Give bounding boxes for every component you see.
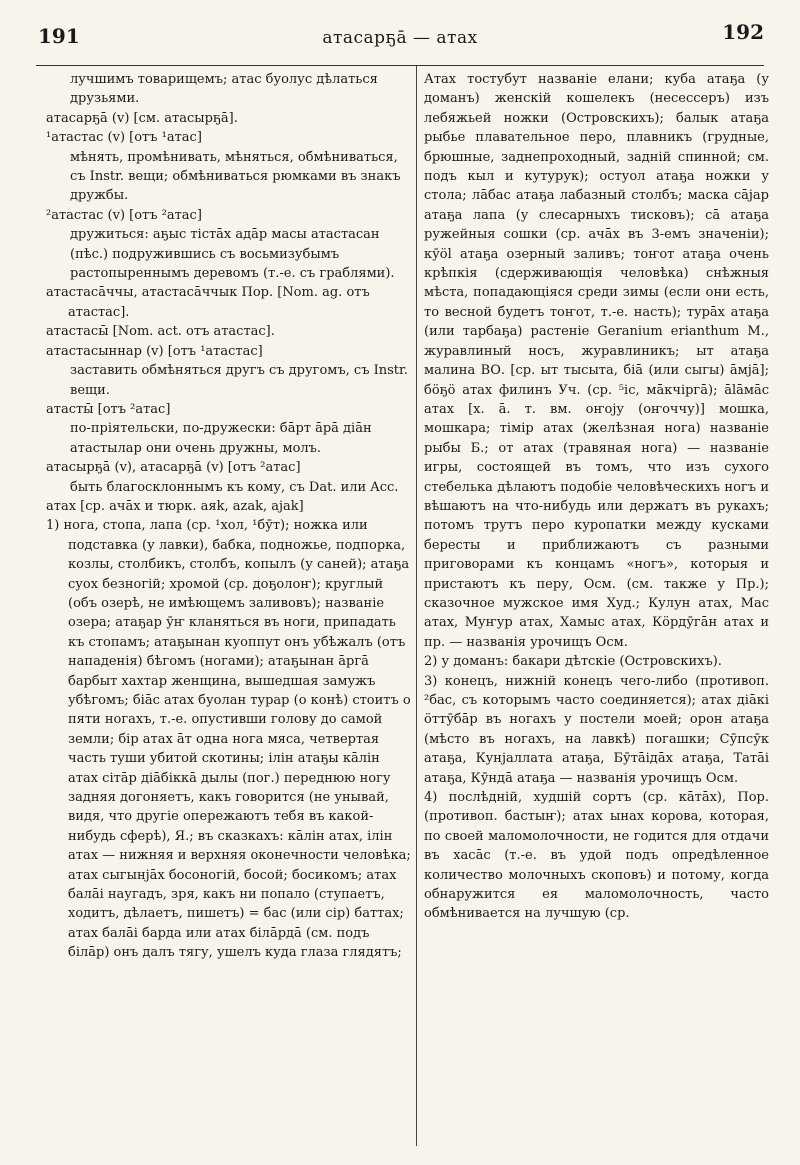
entry-headword: ²атастас (v) [отъ ²атас]	[46, 207, 202, 223]
entry-headword: атасарҕā (v) [см. атасырҕā].	[46, 110, 238, 126]
right-column	[424, 70, 769, 1155]
entry-sense: 2) у доманъ: бакари дѣтскiе (Островскихъ).	[424, 654, 722, 670]
entry-headword: атасты̄ [отъ ²атас]	[46, 401, 171, 417]
column-divider	[416, 66, 417, 1146]
entry-definition: мѣнять, промѣнивать, мѣняться, обмѣниваться, съ Instr. вещи; обмѣниваться рюмками въ знакъ дружбы.	[70, 149, 401, 204]
header-rule	[36, 65, 764, 66]
entry-headword: атастасы̄ [Nom. act. отъ атастас].	[46, 324, 275, 340]
entry-sense: 1) нога, стопа, лапа (ср. ¹хол, ¹бӯт); ножка или подставка (у лавки), бабка, подножье, подпорка, козлы, столбикъ, столбъ, копылъ (у саней); атаҕа суох безногiй; хромой (ср. доҕолоҥ); круглый (объ озерѣ, не имѣющемъ заливовъ); названiе озера; атаҕар ӯҥ кланяться въ ноги, припадать къ стопамъ; атаҕынан куоппут онъ убѣжалъ (отъ нападенiя) бѣгомъ (ногами); атаҕынан āргā барбыт хахтар женщина, вышедшая замужъ убѣгомъ; бiāс атах буолан турар (о конѣ) стоитъ о пяти ногахъ, т.-е. опустивши голову до самой земли; бiр атах āт одна нога мяса, четвертая часть туши убитой скотины; iлiн атаҕы кāлiн атах сiтāр дiāбiккā дылы (пог.) переднюю ногу задняя догоняетъ, какъ говорится (не унывай, видя, что другiе опережаютъ тебя въ какой-нибудь сферѣ), Я.; въ сказкахъ: кāлiн атах, iлiн атах — нижняя и верхняя оконечности человѣка; атах сыгынjāх босоногiй, босой; босикомъ; атах балāi наугадъ, зря, какъ ни попало (ступаетъ, ходитъ, дѣлаетъ, пишетъ) = бас (или сiр) баттах; атах балāi барда или атах бiлāрдā (см. подъ бiлāр) онъ далъ тягу, ушелъ куда глаза глядятъ;	[46, 518, 411, 961]
entry-continuation: лучшимъ товарищемъ; атас буолус дѣлаться друзьями.	[70, 72, 378, 107]
entry-headword: атастасыннар (v) [отъ ¹атастас]	[46, 343, 263, 359]
entry-definition: заставить обмѣняться другъ съ другомъ, съ Instr. вещи.	[70, 363, 408, 398]
entry-definition: быть благосклоннымъ къ кому, съ Dat. или Acc.	[70, 479, 399, 495]
entry-sense: 4) послѣднiй, худшiй сортъ (ср. кāтāх), Пор. (противоп. бастыҥ); атах ынах корова, которая, по своей маломолочности, не годится для отдачи въ хасāс (т.-е. въ удой подъ опредѣленное количество молочныхъ скоповъ) и потому, когда обнаружится ея маломолочность, часто обмѣнивается на лучшую (ср.	[424, 790, 769, 922]
entry-sense: 3) конецъ, нижнiй конецъ чего-либо (противоп. ²бас, съ которымъ часто соединяется); атах дiāкi öттӯбāр въ ногахъ у постели моей; орон атаҕа (мѣсто въ ногахъ, на лавкѣ) погашки; Сӯпсӯк атаҕа, Кунjаллата атаҕа, Бӯтāiдāх атаҕа, Татāi атаҕа, Кӯндā атаҕа — названiя урочищъ Осм.	[424, 673, 769, 786]
entry-headword: атастасāччы, атастасāччык Пор. [Nom. ag. отъ атастас].	[46, 285, 370, 320]
entry-headword: атах [ср. ачāх и тюрк. aяk, azak, ajak]	[46, 498, 304, 514]
entry-definition: по-прiятельски, по-дружески: бāрт āрā дiāн атастылар они очень дружны, молъ.	[70, 421, 372, 456]
entry-continuation: Атах тостубут названiе елани; куба атаҕа (у доманъ) женскiй кошелекъ (несессеръ) изъ лебяжьей ножки (Островскихъ); балык атаҕа рыбье плавательное перо, плавникъ (грудные, брюшные, заднепроходный, заднiй спинной; см. подъ кыл и кутурук); остуол атаҕа ножки у стола; лāбас атаҕа лабазный столбъ; маска сāјар атаҕа лапа (у слесарныхъ тисковъ); сā атаҕа ружейныя сошки (ср. ачāх въ 3-емъ значенiи); кӯöl атаҕа озерный заливъ; тоҥот атаҕа очень крѣпкiя (сдерживающiя человѣка) снѣжныя мѣста, попадающiяся среди зимы (если они есть, то весной будетъ тоҥот, т.-е. насть); турāх атаҕа (или тарбаҕа) растенiе Geranium erianthum М., журавлиный носъ, журавлиникъ; ыт атаҕа малина ВО. [ср. ыт тысыта, бiā (или сыгы) āмjā]; бöҕö атах филинъ Уч. (ср. ⁵iс, мāкчiргā); ālāмāс атах [х. ā. т. вм. оҥоју (оҥоччу)] мошка, мошкара; тiмiр атах (желѣзная нога) названiе рыбы Б.; от атах (травяная нога) — названiе игры, состоящей въ томъ, что изъ сухого стебелька дѣлаютъ подобiе человѣческихъ ногъ и вѣшаютъ на что-нибудь или держатъ въ рукахъ; потомъ трутъ перо куропатки между кусками бересты и приближаютъ съ разными приговорами къ концамъ «ногъ», которыя и пристаютъ къ перу, Осм. (см. также у Пр.); сказочное мужское имя Худ.; Кулун атах, Мас атах, Муҥур атах, Хамыс атах, Кöрдӯгāн атах и пр. — названiя урочищъ Осм.	[424, 72, 769, 650]
left-column	[46, 70, 411, 1155]
running-title: атасарҕā — атах	[322, 28, 478, 48]
page-number-left: 191	[38, 24, 80, 48]
entry-definition: дружиться: аҕыс тiстāх адāр масы атастасан (пѣс.) подружившись съ восьмизубымъ растопыреннымъ деревомъ (т.-е. съ граблями).	[70, 227, 395, 282]
page-header	[0, 0, 800, 60]
entry-headword: атасырҕā (v), атасарҕā (v) [отъ ²атас]	[46, 460, 301, 476]
entry-headword: ¹атастас (v) [отъ ¹атас]	[46, 130, 202, 146]
page-number-right: 192	[722, 20, 764, 44]
